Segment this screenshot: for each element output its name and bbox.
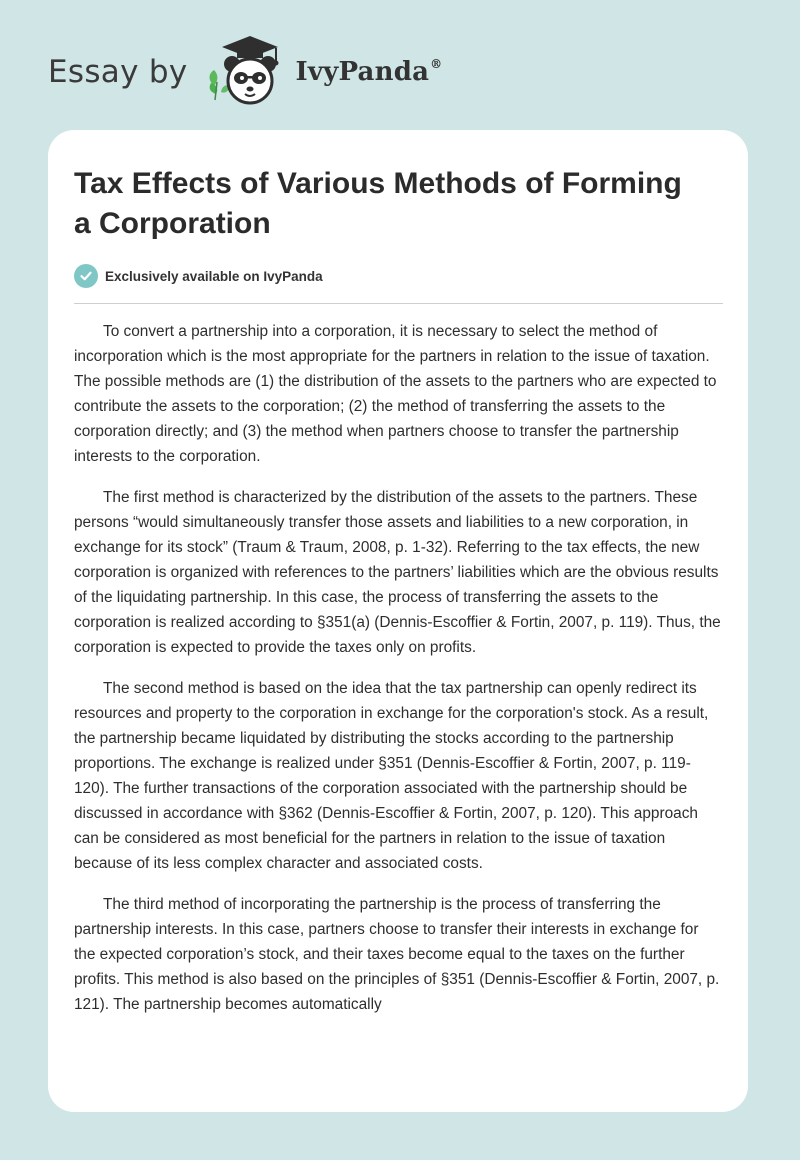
essay-body: [74, 319, 722, 1033]
essay-by-label: Essay by: [48, 54, 188, 90]
trademark-symbol: ®: [430, 57, 443, 71]
essay-paragraph: The first method is characterized by the distribution of the assets to the partners. These persons “would simultaneously transfer those assets and liabilities to a new corporation, in exchange for its stock” (Traum & Traum, 2008, p. 1-32). Referring to the tax effects, the new corporation is organized with references to the partners’ liabilities which are the obvious results of the liquidating partnership. In this case, the process of transferring the assets to the corporation is realized according to §351(a) (Dennis-Escoffier & Fortin, 2007, p. 119). Thus, the corporation is expected to provide the taxes only on profits.: [74, 489, 721, 656]
essay-paragraph: The third method of incorporating the partnership is the process of transferring the partnership interests. In this case, partners choose to transfer their interests in exchange for the expected corporation’s stock, and their taxes become equal to the taxes on the further profits. This method is also based on the principles of §351 (Dennis-Escoffier & Fortin, 2007, p. 121). The partnership becomes automatically: [74, 896, 720, 1013]
essay-title: Tax Effects of Various Methods of Forming a Corporation: [74, 167, 682, 240]
essay-paragraph: The second method is based on the idea that the tax partnership can openly redirect its resources and property to the corporation in exchange for the corporation's stock. As a result, the partnership became liquidated by distributing the stocks according to the partnership proportions. The exchange is realized under §351 (Dennis-Escoffier & Fortin, 2007, p. 119-120). The further transactions of the corporation associated with the partnership should be discussed in accordance with §362 (Dennis-Escoffier & Fortin, 2007, p. 120). This approach can be considered as most beneficial for the partners in relation to the issue of taxation because of its less complex character and associated costs.: [74, 680, 709, 872]
brand-name: [296, 57, 443, 87]
exclusive-badge: [74, 264, 323, 288]
essay-paragraph: To convert a partnership into a corporation, it is necessary to select the method of incorporation which is the most appropriate for the partners in relation to the issue of taxation. The possible methods are (1) the distribution of the assets to the partners who are expected to contribute the assets to the corporation; (2) the method of transferring the assets to the corporation directly; and (3) the method when partners choose to transfer the partnership interests to the corporation.: [74, 323, 717, 465]
brand-header: [48, 34, 442, 110]
brand-name-text: IvyPanda: [295, 57, 430, 87]
title-divider: [74, 303, 723, 304]
panda-graduate-icon: [202, 34, 292, 110]
check-circle-icon: [74, 264, 98, 288]
exclusive-badge-label: Exclusively available on IvyPanda: [105, 268, 323, 284]
essay-card: [48, 130, 748, 1112]
